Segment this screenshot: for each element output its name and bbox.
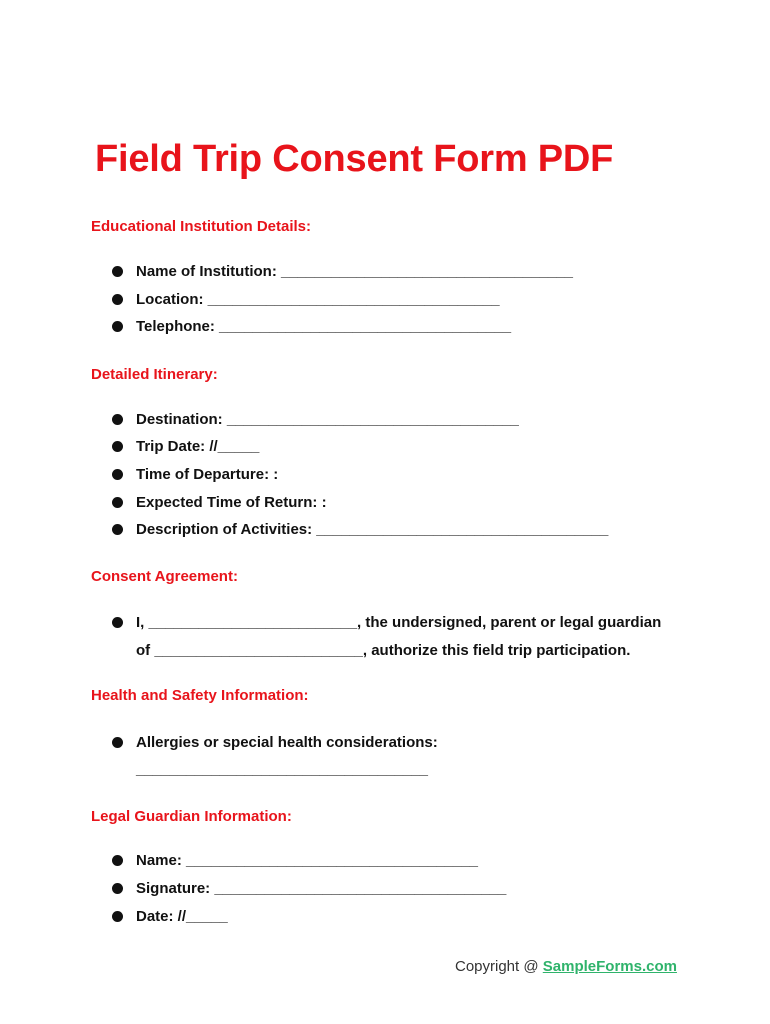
bullet-icon — [112, 524, 123, 535]
bullet-icon — [112, 617, 123, 628]
bullet-icon — [112, 266, 123, 277]
list-item-telephone — [112, 318, 710, 336]
list-item-trip-date — [112, 438, 710, 456]
list-item-institution-name — [112, 263, 710, 281]
item-text: Telephone: ___________________________________ — [136, 318, 512, 335]
list-item-destination — [112, 411, 710, 429]
item-text: Name: ___________________________________ — [136, 852, 478, 869]
bullet-icon — [112, 441, 123, 452]
section-heading-itinerary: Detailed Itinerary: — [91, 366, 218, 383]
list-item-return-time — [112, 494, 710, 512]
item-text: Location: ___________________________________ — [136, 291, 500, 308]
allergies-continuation: ___________________________________ — [136, 761, 428, 778]
item-text: Description of Activities: ___________________________________ — [136, 521, 609, 538]
brand-link[interactable]: SampleForms.com — [542, 958, 677, 975]
list-item-date — [112, 908, 710, 926]
list-item-signature — [112, 880, 710, 898]
list-item-departure-time — [112, 466, 710, 484]
section-heading-consent: Consent Agreement: — [91, 568, 238, 585]
item-text: Expected Time of Return: : — [136, 494, 327, 511]
copyright-prefix: Copyright @ — [455, 958, 543, 975]
item-text: Time of Departure: : — [136, 466, 279, 483]
list-item-location — [112, 291, 710, 309]
item-text: Date: //_____ — [136, 908, 228, 925]
item-text: Signature: ___________________________________ — [136, 880, 507, 897]
item-text: Allergies or special health considerations: — [136, 734, 438, 751]
copyright-footer — [455, 958, 677, 975]
item-text: I, _________________________, the undersigned, parent or legal guardian — [136, 614, 662, 631]
item-text: Trip Date: //_____ — [136, 438, 260, 455]
bullet-icon — [112, 855, 123, 866]
list-item-consent — [112, 614, 710, 632]
item-text: Name of Institution: ___________________________________ — [136, 263, 573, 280]
consent-continuation: of _________________________, authorize this field trip participation. — [136, 642, 631, 659]
bullet-icon — [112, 911, 123, 922]
list-item-guardian-name — [112, 852, 710, 870]
bullet-icon — [112, 294, 123, 305]
bullet-icon — [112, 469, 123, 480]
section-heading-institution: Educational Institution Details: — [91, 218, 312, 235]
bullet-icon — [112, 737, 123, 748]
bullet-icon — [112, 321, 123, 332]
bullet-icon — [112, 883, 123, 894]
section-heading-health: Health and Safety Information: — [91, 687, 309, 704]
item-text: Destination: ___________________________________ — [136, 411, 519, 428]
list-item-allergies — [112, 734, 710, 752]
list-item-activities — [112, 521, 710, 539]
page-title: Field Trip Consent Form PDF — [95, 138, 614, 180]
bullet-icon — [112, 497, 123, 508]
section-heading-guardian: Legal Guardian Information: — [91, 808, 292, 825]
bullet-icon — [112, 414, 123, 425]
